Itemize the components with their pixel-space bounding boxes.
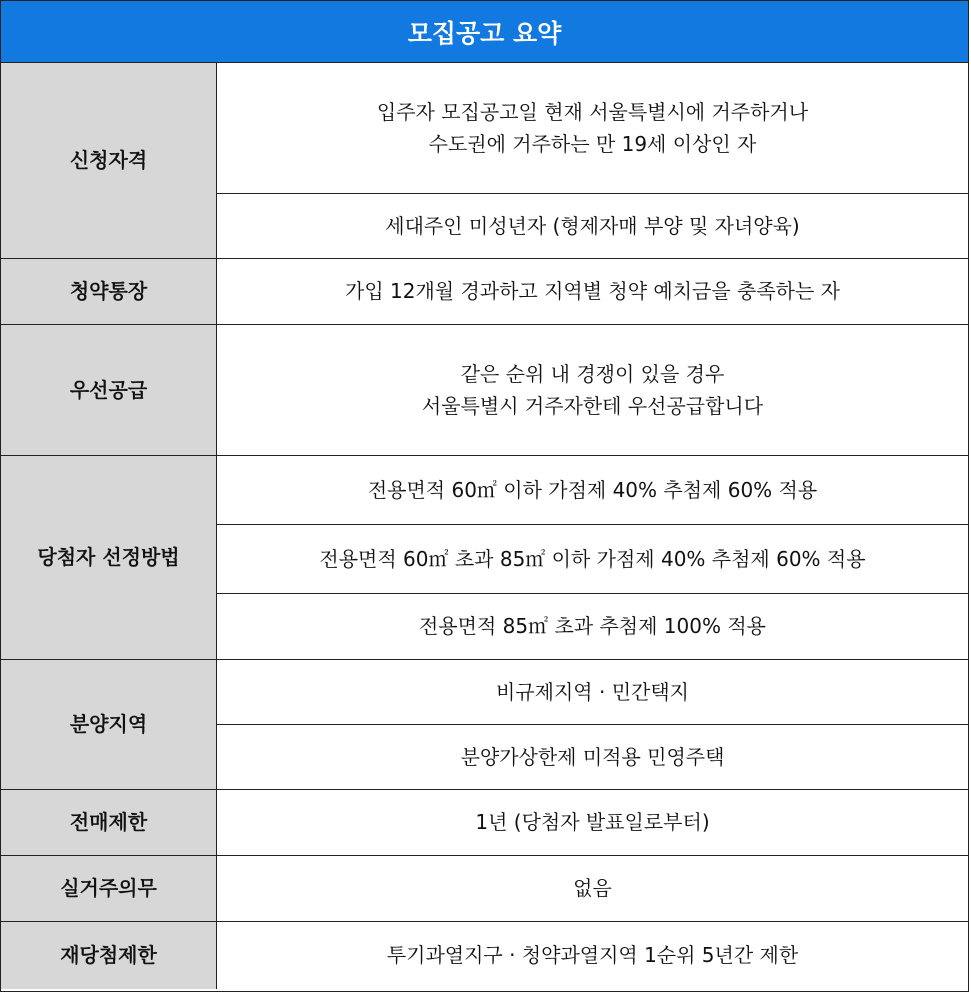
table-row: [1, 921, 968, 989]
page-title: 모집공고 요약: [1, 1, 968, 63]
eligibility-value-1: 입주자 모집공고일 현재 서울특별시에 거주하거나 수도권에 거주하는 만 19세 이상인 자: [217, 63, 969, 193]
table-row: [1, 855, 968, 921]
row-label-rewin: 재당첨제한: [1, 921, 217, 989]
resale-value: 1년 (당첨자 발표일로부터): [217, 789, 969, 855]
row-label-priority: 우선공급: [1, 324, 217, 455]
eligibility-value-2: 세대주인 미성년자 (형제자매 부양 및 자녀양육): [217, 193, 969, 258]
table-row: [1, 63, 968, 193]
table-row: [1, 659, 968, 724]
table-row: [1, 789, 968, 855]
rewin-value: 투기과열지구 · 청약과열지역 1순위 5년간 제한: [217, 921, 969, 989]
selection-value-1: 전용면적 60㎡ 이하 가점제 40% 추첨제 60% 적용: [217, 455, 969, 524]
account-value: 가입 12개월 경과하고 지역별 청약 예치금을 충족하는 자: [217, 258, 969, 324]
row-label-selection: 당첨자 선정방법: [1, 455, 217, 659]
table-row: [1, 455, 968, 524]
row-label-resale: 전매제한: [1, 789, 217, 855]
selection-value-2: 전용면적 60㎡ 초과 85㎡ 이하 가점제 40% 추첨제 60% 적용: [217, 524, 969, 593]
table-row: [1, 324, 968, 455]
residence-value: 없음: [217, 855, 969, 921]
selection-value-3: 전용면적 85㎡ 초과 추첨제 100% 적용: [217, 593, 969, 659]
summary-table: [1, 63, 968, 989]
region-value-2: 분양가상한제 미적용 민영주택: [217, 724, 969, 789]
priority-value: 같은 순위 내 경쟁이 있을 경우 서울특별시 거주자한테 우선공급합니다: [217, 324, 969, 455]
row-label-region: 분양지역: [1, 659, 217, 789]
row-label-residence: 실거주의무: [1, 855, 217, 921]
region-value-1: 비규제지역 · 민간택지: [217, 659, 969, 724]
row-label-account: 청약통장: [1, 258, 217, 324]
table-row: [1, 258, 968, 324]
row-label-eligibility: 신청자격: [1, 63, 217, 258]
